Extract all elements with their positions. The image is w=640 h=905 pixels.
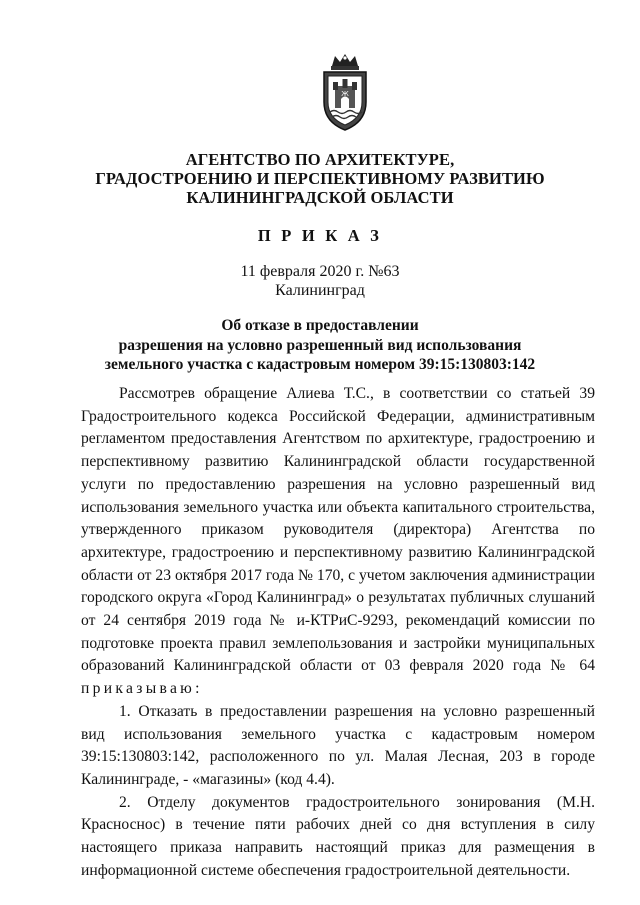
agency-line: ГРАДОСТРОЕНИЮ И ПЕРСПЕКТИВНОМУ РАЗВИТИЮ xyxy=(95,169,545,188)
agency-line: АГЕНТСТВО ПО АРХИТЕКТУРЕ, xyxy=(185,150,455,169)
coat-of-arms-icon xyxy=(318,52,372,136)
document-body xyxy=(81,383,595,882)
agency-line: КАЛИНИНГРАДСКОЙ ОБЛАСТИ xyxy=(186,188,454,207)
subject-line: разрешения на условно разрешенный вид использования xyxy=(118,336,522,354)
document-type: П Р И К А З xyxy=(257,226,383,245)
agency-name xyxy=(0,150,640,207)
order-item-1: 1. Отказать в предоставлении разрешения на условно разрешенный вид использования земельного участка с кадастровым номером 39:15:130803:142, расположенного по ул. Малая Лесная, 203 в городе Калининграде, - «магазины» (код 4.4). xyxy=(81,702,595,788)
city: Калининград xyxy=(275,282,365,299)
intro-paragraph xyxy=(81,383,595,701)
subject-line: Об отказе в предоставлении xyxy=(221,317,419,334)
date-block xyxy=(0,262,640,300)
document-subject xyxy=(0,316,640,375)
svg-text:Ж: Ж xyxy=(341,90,349,98)
order-word: приказываю: xyxy=(81,680,203,698)
intro-text: Рассмотрев обращение Алиева Т.С., в соответствии со статьей 39 Градостроительного кодекса Российской Федерации, административным регламентом предоставления Агентством по архитектуре, градостроению и перспективному развитию Калининградской области государственной услуги по предоставлению разрешения на условно разрешенный вид использования земельного участка или объекта капитального строительства, утвержденного приказом руководителя (директора) Агентства по архитектуре, градостроению и перспективному развитию Калининградской области от 23 октября 2017 года № 170, с учетом заключения администрации городского округа «Город Калининград» о результатах публичных слушаний от 24 сентября 2019 года № и-КТРиС-9293, рекомендаций комиссии по подготовке проекта правил землепользования и застройки муниципальных образований Калининградской области от 03 февраля 2020 года № 64 xyxy=(81,385,595,675)
date-number: 11 февраля 2020 г. №63 xyxy=(240,263,400,280)
order-item-2: 2. Отделу документов градостроительного зонирования (М.Н. Красноснос) в течение пяти рабочих дней со дня вступления в силу настоящего приказа направить настоящий приказ для размещения в информационной системе обеспечения градостроительной деятельности. xyxy=(81,793,595,879)
subject-line: земельного участка с кадастровым номером 39:15:130803:142 xyxy=(104,356,536,373)
